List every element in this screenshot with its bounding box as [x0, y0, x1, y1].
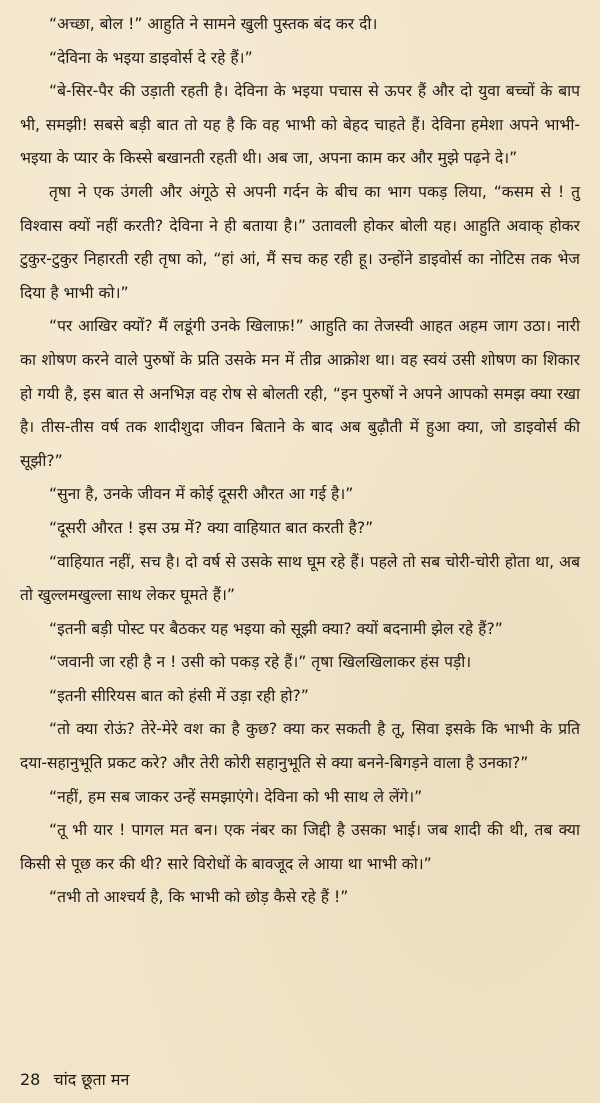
paragraph: “तभी तो आश्चर्य है, कि भाभी को छोड़ कैसे रहे हैं !” [49, 888, 349, 907]
paragraph: “देविना के भइया डाइवोर्स दे रहे हैं।” [49, 48, 253, 67]
paragraph: “पर आखिर क्यों? मैं लडूंगी उनके खिलाफ़!” आहुति का तेजस्वी आहत अहम जाग उठा। नारी का शोषण करने वाले पुरुषों के प्रति उसके मन में तीव्र आक्रोश था। वह स्वयं उसी शोषण का शिकार हो गयी है, इस बात से अनभिज्ञ वह रोष से बोलती रही, “इन पुरुषों ने अपने आपको समझ क्या रखा है। तीस-तीस वर्ष तक शादीशुदा जीवन बिताने के बाद अब बुढ़ौती में हुआ क्या, जो डाइवोर्स की सूझी?” [20, 317, 580, 470]
paragraph: “अच्छा, बोल !” आहुति ने सामने खुली पुस्तक बंद कर दी। [49, 15, 378, 33]
paragraph: “इतनी बड़ी पोस्ट पर बैठकर यह भइया को सूझी क्या? क्यों बदनामी झेल रहे हैं?” [49, 619, 503, 638]
paragraph: “तो क्या रोऊं? तेरे-मेरे वश का है कुछ? क्या कर सकती है तू, सिवा इसके कि भाभी के प्रति दया-सहानुभूति प्रकट करे? और तेरी कोरी सहानुभूति से क्या बनने-बिगड़ने वाला है उनका?” [20, 720, 580, 773]
page-number: 28 [20, 1070, 41, 1089]
book-page-text [20, 8, 580, 1058]
paragraph: “इतनी सीरियस बात को हंसी में उड़ा रही हो?” [49, 686, 309, 705]
paragraph: “तू भी यार ! पागल मत बन। एक नंबर का जिद्दी है उसका भाई। जब शादी की थी, तब क्या किसी से पूछ कर की थी? सारे विरोधों के बावजूद ले आया था भाभी को।” [20, 821, 580, 873]
paragraph: “सुना है, उनके जीवन में कोई दूसरी औरत आ गई है।” [49, 485, 354, 504]
book-title: चांद छूता मन [53, 1070, 130, 1089]
paragraph: “बे-सिर-पैर की उड़ाती रहती है। देविना के भइया पचास से ऊपर हैं और दो युवा बच्चों के बाप भी, समझी! सबसे बड़ी बात तो यह है कि वह भाभी को बेहद चाहते हैं। देविना हमेशा अपने भाभी-भइया के प्यार के किस्से बखानती रहती थी। अब जा, अपना काम कर और मुझे पढ़ने दे।” [20, 82, 580, 168]
page-footer [20, 1068, 129, 1092]
paragraph: “नहीं, हम सब जाकर उन्हें समझाएंगे। देविना को भी साथ ले लेंगे।” [49, 787, 423, 806]
paragraph: “जवानी जा रही है न ! उसी को पकड़ रहे हैं।” तृषा खिलखिलाकर हंस पड़ी। [49, 653, 472, 672]
paragraph: “दूसरी औरत ! इस उम्र में? क्या वाहियात बात करती है?” [49, 518, 374, 537]
paragraph: तृषा ने एक उंगली और अंगूठे से अपनी गर्दन के बीच का भाग पकड़ लिया, “कसम से ! तु विश्वास क्यों नहीं करती? देविना ने ही बताया है।” उतावली होकर बोली यह। आहुति अवाक् होकर टुकुर-टुकुर निहारती रही तृषा को, “हां आं, मैं सच कह रही हू। उन्होंने डाइवोर्स का नोटिस तक भेज दिया है भाभी को।” [20, 182, 580, 302]
paragraph: “वाहियात नहीं, सच है। दो वर्ष से उसके साथ घूम रहे हैं। पहले तो सब चोरी-चोरी होता था, अब तो खुल्लमखुल्ला साथ लेकर घूमते हैं।” [20, 552, 580, 605]
